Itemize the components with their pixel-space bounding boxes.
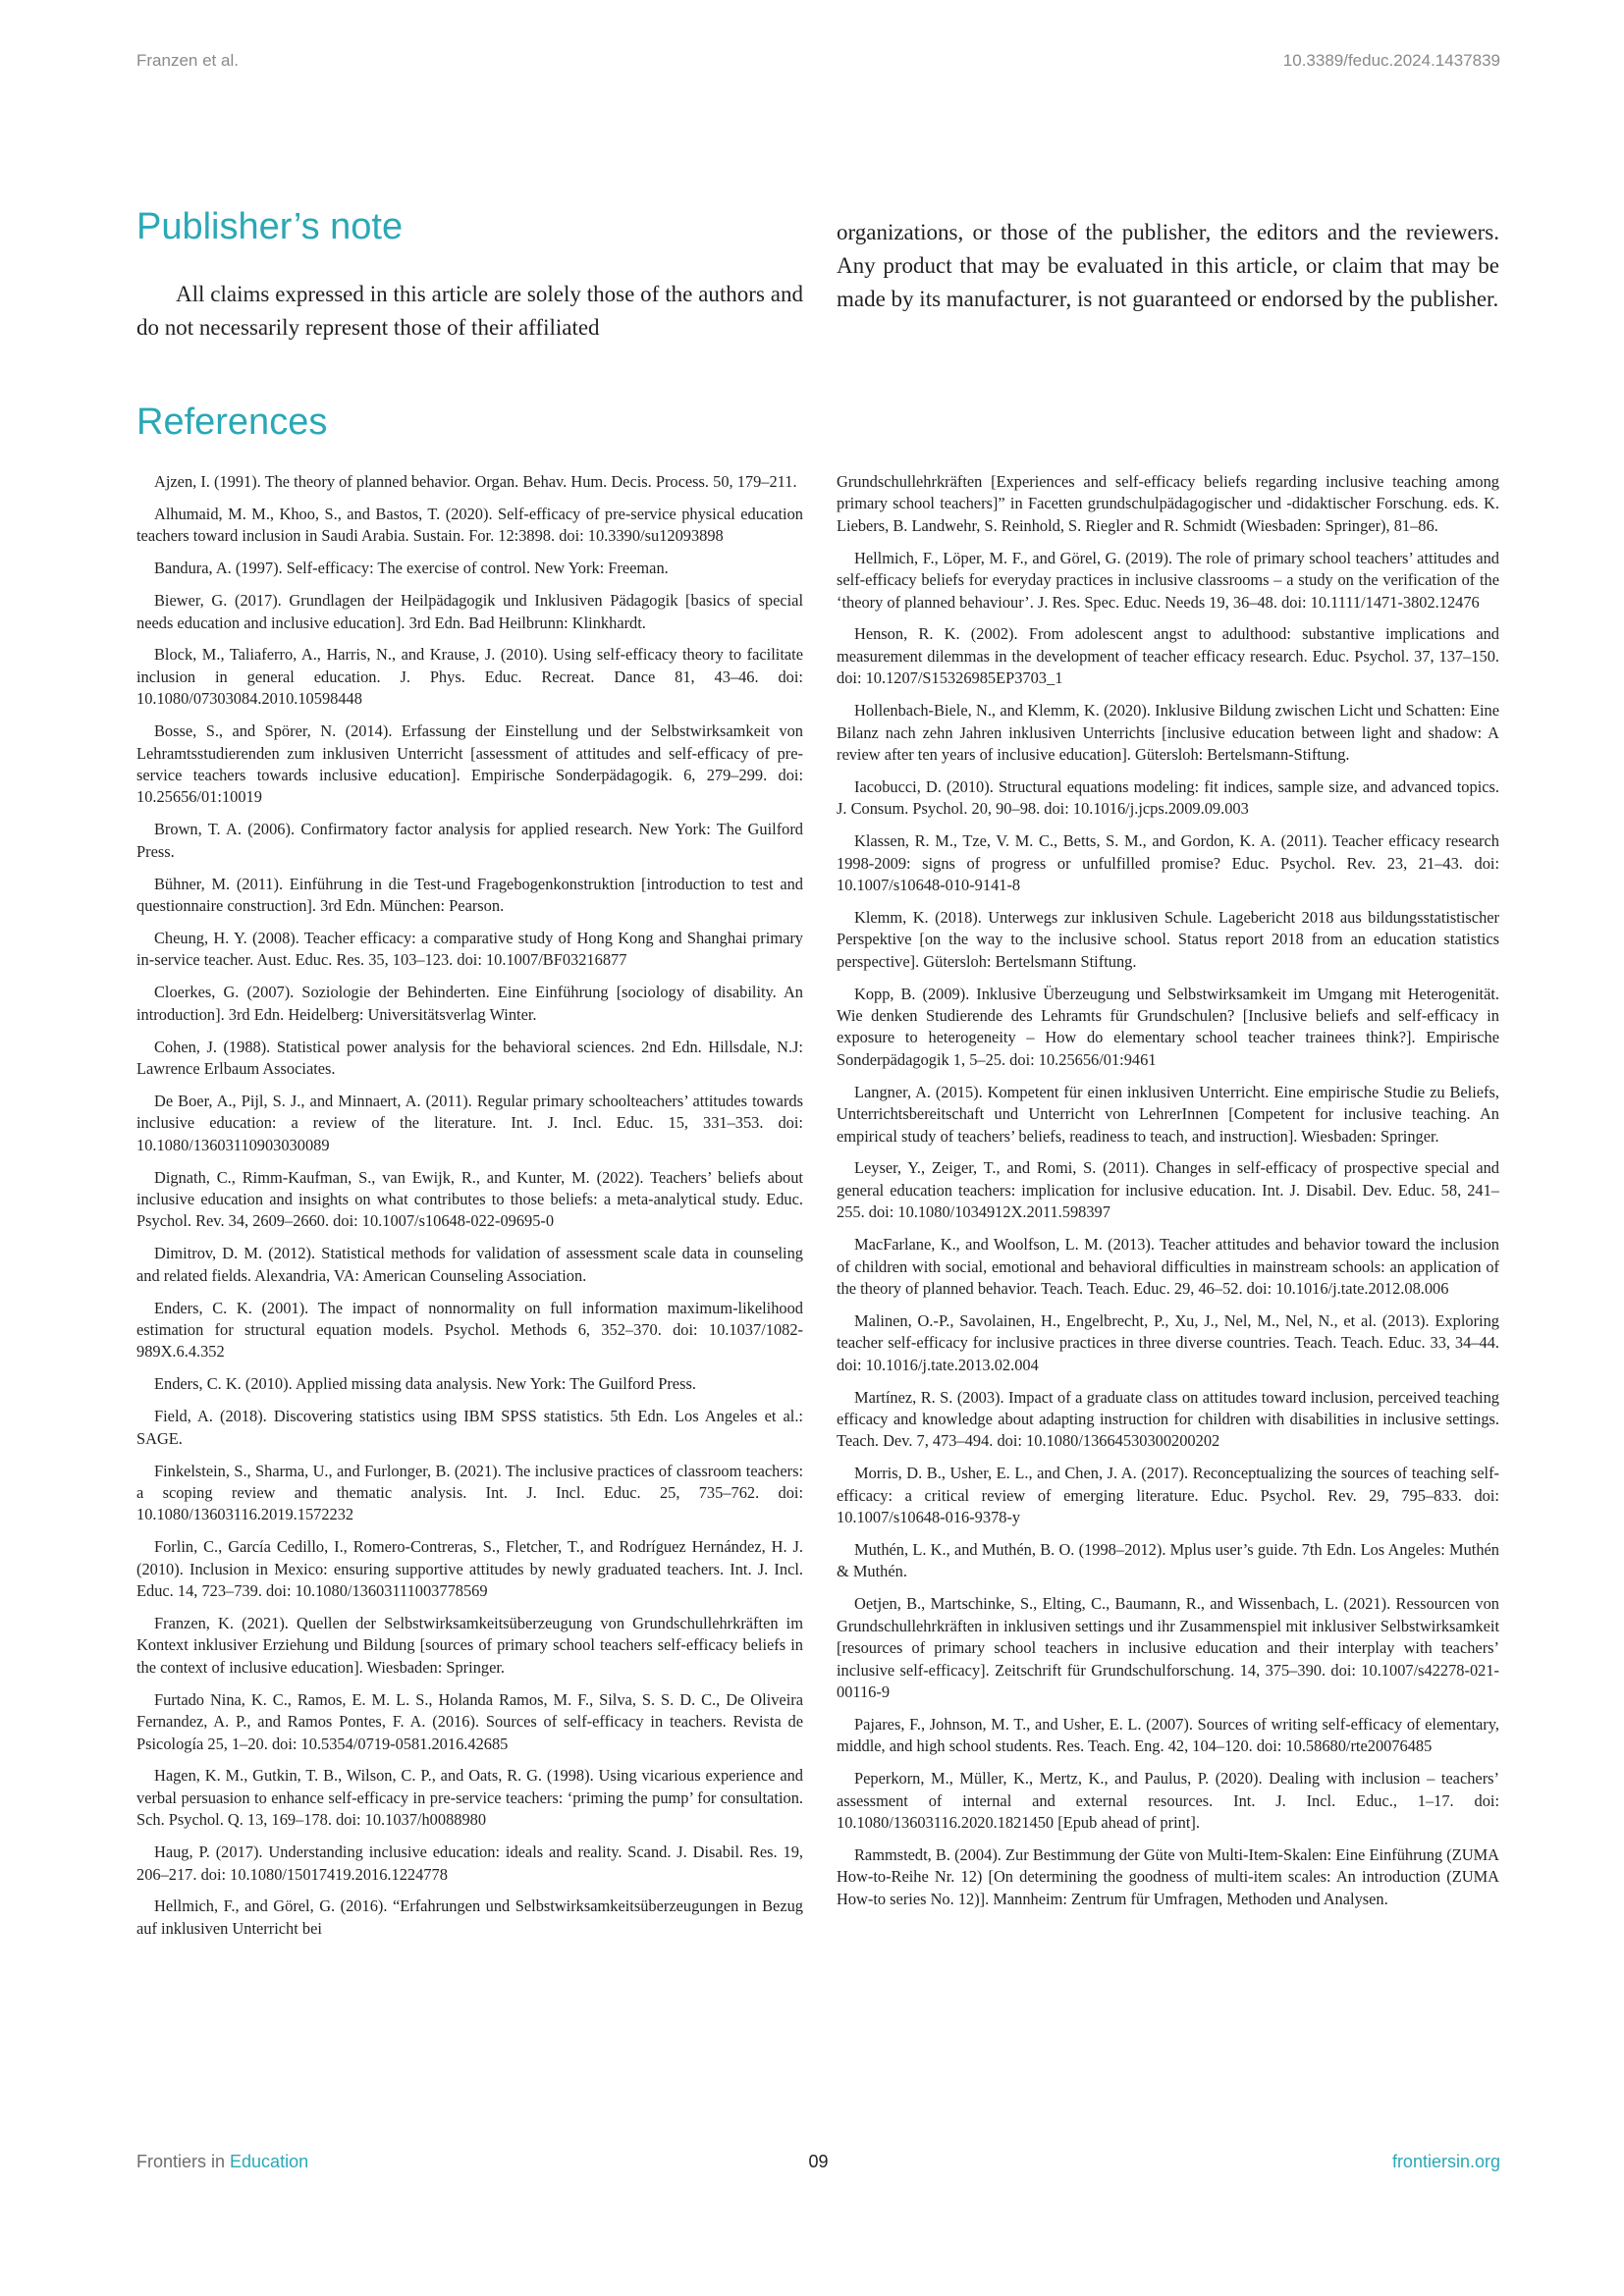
reference-entry: Henson, R. K. (2002). From adolescent angst to adulthood: substantive implications and measurement dilemmas in the development of teacher efficacy research. Educ. Psychol. 37, 137–150. doi: 10.1207/S15326985EP3703_1 [837, 624, 1499, 688]
reference-entry: Brown, T. A. (2006). Confirmatory factor analysis for applied research. New York: The Guilford Press. [136, 820, 803, 861]
reference-entry: Furtado Nina, K. C., Ramos, E. M. L. S., Holanda Ramos, M. F., Silva, S. S. D. C., De Oliveira Fernandez, A. P., and Ramos Pontes, F. A. (2016). Sources of self-efficacy in teachers. Revista de Psicología 25, 1–20. doi: 10.5354/0719-0581.2016.42685 [136, 1689, 803, 1753]
reference-entry: De Boer, A., Pijl, S. J., and Minnaert, A. (2011). Regular primary schoolteachers’ attitudes towards inclusive education: a review of the literature. Int. J. Incl. Educ. 15, 331–353. doi: 10.1080/13603110903030089 [136, 1091, 803, 1154]
header-doi: 10.3389/feduc.2024.1437839 [1282, 51, 1500, 70]
reference-entry: Cloerkes, G. (2007). Soziologie der Behinderten. Eine Einführung [sociology of disability. An introduction]. 3rd Edn. Heidelberg: Universitätsverlag Winter. [136, 983, 803, 1024]
reference-entry: Langner, A. (2015). Kompetent für einen inklusiven Unterricht. Eine empirische Studie zu Beliefs, Unterrichtsbereitschaft und Unterricht von LehrerInnen [Competent for inclusive teaching. An empirical study of teachers’ beliefs, readiness to teach, and instruction]. Wiesbaden: Springer. [837, 1082, 1499, 1146]
reference-entry: Bosse, S., and Spörer, N. (2014). Erfassung der Einstellung und der Selbstwirksamkeit von Lehramtsstudierenden zum inklusiven Unterricht [assessment of attitudes and self-efficacy of pre-service teachers towards inclusive education]. Empirische Sonderpädagogik. 6, 279–299. doi: 10.25656/01:10019 [136, 721, 803, 807]
reference-entry: Cohen, J. (1988). Statistical power analysis for the behavioral sciences. 2nd Edn. Hillsdale, N.J: Lawrence Erlbaum Associates. [136, 1037, 803, 1078]
references-title: References [136, 401, 328, 443]
reference-entry: Klassen, R. M., Tze, V. M. C., Betts, S. M., and Gordon, K. A. (2011). Teacher efficacy research 1998-2009: signs of progress or unfulfilled promise? Educ. Psychol. Rev. 23, 21–43. doi: 10.1007/s10648-010-9141-8 [837, 831, 1499, 894]
header-authors: Franzen et al. [136, 51, 239, 70]
reference-entry: Klemm, K. (2018). Unterwegs zur inklusiven Schule. Lagebericht 2018 aus bildungsstatistischer Perspektive [on the way to the inclusive school. Status report 2018 from an education statistics perspective]. Gütersloh: Bertelsmann Stiftung. [837, 907, 1499, 971]
footer-journal-prefix: Frontiers in [136, 2152, 231, 2171]
reference-entry: Rammstedt, B. (2004). Zur Bestimmung der Güte von Multi-Item-Skalen: Eine Einführung (ZUMA How-to-Reihe Nr. 12) [On determining the goodness of multi-item scales: An introduction (ZUMA How-to series No. 12)]. Mannheim: Zentrum für Umfragen, Methoden und Analysen. [837, 1844, 1499, 1908]
reference-entry: Hagen, K. M., Gutkin, T. B., Wilson, C. P., and Oats, R. G. (1998). Using vicarious experience and verbal persuasion to enhance self-efficacy in pre-service teachers: ‘priming the pump’ for consultation. Sch. Psychol. Q. 13, 169–178. doi: 10.1037/h0088980 [136, 1766, 803, 1830]
reference-entry: Forlin, C., García Cedillo, I., Romero-Contreras, S., Fletcher, T., and Rodríguez Hernández, H. J. (2010). Inclusion in Mexico: ensuring supportive attitudes by newly graduated teachers. Int. J. Incl. Educ. 14, 723–739. doi: 10.1080/13603111003778569 [136, 1537, 803, 1601]
reference-entry: Martínez, R. S. (2003). Impact of a graduate class on attitudes toward inclusion, perceived teaching efficacy and knowledge about adapting instruction for children with disabilities in inclusive settings. Teach. Dev. 7, 473–494. doi: 10.1080/13664530300200202 [837, 1387, 1499, 1451]
reference-entry: Grundschullehrkräften [Experiences and self-efficacy beliefs regarding inclusive teaching among primary school teachers]” in Facetten grundschulpädagogischer und -didaktischer Forschung. eds. K. Liebers, B. Landwehr, S. Reinhold, S. Riegler and R. Schmidt (Wiesbaden: Springer), 81–86. [837, 472, 1499, 535]
reference-entry: Haug, P. (2017). Understanding inclusive education: ideals and reality. Scand. J. Disabil. Res. 19, 206–217. doi: 10.1080/15017419.2016.1224778 [136, 1842, 803, 1884]
reference-entry: Iacobucci, D. (2010). Structural equations modeling: fit indices, sample size, and advanced topics. J. Consum. Psychol. 20, 90–98. doi: 10.1016/j.jcps.2009.09.003 [837, 776, 1499, 819]
publishers-note-title: Publisher’s note [136, 206, 404, 247]
reference-entry: Oetjen, B., Martschinke, S., Elting, C., Baumann, R., and Wissenbach, L. (2021). Ressourcen von Grundschullehrkräften in inklusiven settings und ihr Zusammenspiel mit inklusiver Selbstwirksamkeit [resources of primary school teachers in inclusive education and their interplay with teachers’ inclusive self-efficacy]. Zeitschrift für Grundschulforschung. 14, 375–390. doi: 10.1007/s42278-021-00116-9 [837, 1594, 1499, 1701]
reference-entry: Hollenbach-Biele, N., and Klemm, K. (2020). Inklusive Bildung zwischen Licht und Schatten: Eine Bilanz nach zehn Jahren inklusiven Unterrichts [inclusive education between light and shadow: A review after ten years of inclusive education]. Gütersloh: Bertelsmann-Stiftung. [837, 701, 1499, 764]
reference-entry: Bühner, M. (2011). Einführung in die Test-und Fragebogenkonstruktion [introduction to test and questionnaire construction]. 3rd Edn. München: Pearson. [136, 874, 803, 915]
reference-entry: MacFarlane, K., and Woolfson, L. M. (2013). Teacher attitudes and behavior toward the inclusion of children with social, emotional and behavioral difficulties in mainstream schools: an application of the theory of planned behavior. Teach. Teach. Educ. 29, 46–52. doi: 10.1016/j.tate.2012.08.006 [837, 1235, 1499, 1298]
reference-entry: Hellmich, F., Löper, M. F., and Görel, G. (2019). The role of primary school teachers’ attitudes and self-efficacy beliefs for everyday practices in inclusive classrooms – a study on the verification of the ‘theory of planned behaviour’. J. Res. Spec. Educ. Needs 19, 36–48. doi: 10.1111/1471-3802.12476 [837, 548, 1499, 612]
footer-site-link[interactable]: frontiersin.org [1391, 2152, 1500, 2171]
reference-entry: Muthén, L. K., and Muthén, B. O. (1998–2012). Mplus user’s guide. 7th Edn. Los Angeles: Muthén & Muthén. [837, 1540, 1499, 1581]
reference-entry: Alhumaid, M. M., Khoo, S., and Bastos, T. (2020). Self-efficacy of pre-service physical education teachers toward inclusion in Saudi Arabia. Sustain. For. 12:3898. doi: 10.3390/su12093898 [136, 504, 803, 546]
publishers-note-text-left: All claims expressed in this article are solely those of the authors and do not necessarily represent those of their affiliated [136, 282, 803, 340]
reference-entry: Franzen, K. (2021). Quellen der Selbstwirksamkeitsüberzeugung von Grundschullehrkräften im Kontext inklusiver Erziehung und Bildung [sources of primary school teachers self-efficacy beliefs in the context of inclusive education]. Wiesbaden: Springer. [136, 1613, 803, 1677]
reference-entry: Finkelstein, S., Sharma, U., and Furlonger, B. (2021). The inclusive practices of classroom teachers: a scoping review and thematic analysis. Int. J. Incl. Educ. 25, 735–762. doi: 10.1080/13603116.2019.1572232 [136, 1461, 803, 1524]
reference-entry: Block, M., Taliaferro, A., Harris, N., and Krause, J. (2010). Using self-efficacy theory to facilitate inclusion in general education. J. Phys. Educ. Recreat. Dance 81, 43–46. doi: 10.1080/07303084.2010.10598448 [136, 645, 803, 709]
reference-entry: Hellmich, F., and Görel, G. (2016). “Erfahrungen und Selbstwirksamkeitsüberzeugungen in Bezug auf inklusiven Unterricht bei [136, 1896, 803, 1938]
reference-entry: Dignath, C., Rimm-Kaufman, S., van Ewijk, R., and Kunter, M. (2022). Teachers’ beliefs about inclusive education and insights on what contributes to those beliefs: a meta-analytical study. Educ. Psychol. Rev. 34, 2609–2660. doi: 10.1007/s10648-022-09695-0 [136, 1167, 803, 1231]
reference-entry: Dimitrov, D. M. (2012). Statistical methods for validation of assessment scale data in counseling and related fields. Alexandria, VA: American Counseling Association. [136, 1244, 803, 1285]
reference-entry: Biewer, G. (2017). Grundlagen der Heilpädagogik und Inklusiven Pädagogik [basics of special needs education and inclusive education]. 3rd Edn. Bad Heilbrunn: Klinkhardt. [136, 591, 803, 632]
reference-entry: Pajares, F., Johnson, M. T., and Usher, E. L. (2007). Sources of writing self-efficacy of elementary, middle, and high school students. Res. Teach. Eng. 42, 104–120. doi: 10.58680/rte20076485 [837, 1714, 1499, 1756]
references-column-right [837, 471, 1499, 1921]
page-footer [136, 2152, 1500, 2175]
reference-entry: Ajzen, I. (1991). The theory of planned behavior. Organ. Behav. Hum. Decis. Process. 50, 179–211. [154, 472, 797, 491]
reference-entry: Malinen, O.-P., Savolainen, H., Engelbrecht, P., Xu, J., Nel, M., Nel, N., et al. (2013). Exploring teacher self-efficacy for inclusive practices in three diverse countries. Teach. Teach. Educ. 33, 34–44. doi: 10.1016/j.tate.2013.02.004 [837, 1310, 1499, 1374]
reference-entry: Morris, D. B., Usher, E. L., and Chen, J. A. (2017). Reconceptualizing the sources of teaching self-efficacy: a critical review of emerging literature. Educ. Psychol. Rev. 29, 795–833. doi: 10.1007/s10648-016-9378-y [837, 1464, 1499, 1527]
publishers-note-text-right: organizations, or those of the publisher, the editors and the reviewers. Any product that may be evaluated in this article, or claim that may be made by its manufacturer, is not guaranteed or endorsed by the publisher. [837, 220, 1499, 311]
reference-entry: Bandura, A. (1997). Self-efficacy: The exercise of control. New York: Freeman. [154, 559, 669, 578]
reference-entry: Enders, C. K. (2001). The impact of nonnormality on full information maximum-likelihood estimation for structural equation models. Psychol. Methods 6, 352–370. doi: 10.1037/1082-989X.6.4.352 [136, 1298, 803, 1362]
page-number: 09 [808, 2152, 829, 2171]
footer-journal-name: Education [230, 2152, 309, 2171]
references-column-left [136, 471, 803, 1950]
reference-entry: Enders, C. K. (2010). Applied missing data analysis. New York: The Guilford Press. [154, 1374, 696, 1394]
reference-entry: Kopp, B. (2009). Inklusive Überzeugung und Selbstwirksamkeit im Umgang mit Heterogenität. Wie denken Studierende des Lehramts für Grundschulen? [Inclusive beliefs and self-efficacy in exposure to heterogeneity – How do elementary school teacher trainees think?]. Empirische Sonderpädagogik 1, 5–25. doi: 10.25656/01:9461 [837, 984, 1499, 1069]
reference-entry: Peperkorn, M., Müller, K., Mertz, K., and Paulus, P. (2020). Dealing with inclusion – teachers’ assessment of internal and external resources. Int. J. Incl. Educ., 1–17. doi: 10.1080/13603116.2020.1821450 [Epub ahead of print]. [837, 1769, 1499, 1833]
reference-entry: Field, A. (2018). Discovering statistics using IBM SPSS statistics. 5th Edn. Los Angeles et al.: SAGE. [136, 1407, 803, 1448]
reference-entry: Cheung, H. Y. (2008). Teacher efficacy: a comparative study of Hong Kong and Shanghai primary in-service teacher. Aust. Educ. Res. 35, 103–123. doi: 10.1007/BF03216877 [136, 928, 803, 970]
reference-entry: Leyser, Y., Zeiger, T., and Romi, S. (2011). Changes in self-efficacy of prospective special and general education teachers: implication for inclusive education. Int. J. Disabil. Dev. Educ. 58, 241–255. doi: 10.1080/1034912X.2011.598397 [837, 1158, 1499, 1222]
